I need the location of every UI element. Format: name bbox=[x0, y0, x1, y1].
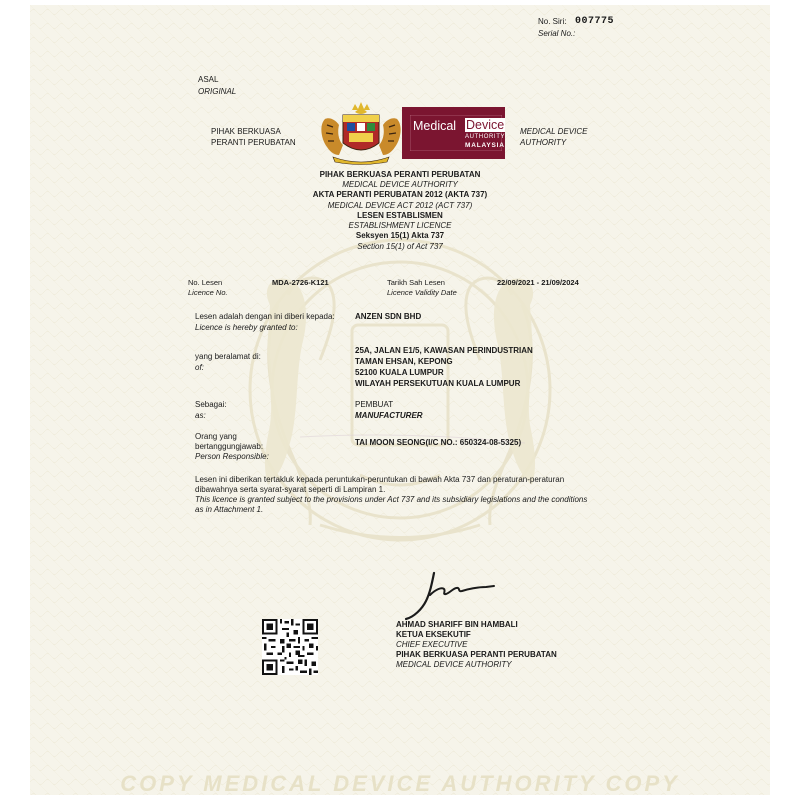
header-act-en: MEDICAL DEVICE ACT 2012 (ACT 737) bbox=[327, 201, 473, 210]
person-label-ms-1: Orang yang bbox=[195, 432, 237, 441]
header-doc-title-ms: LESEN ESTABLISMEN bbox=[357, 211, 443, 220]
mda-logo bbox=[402, 107, 505, 159]
address-line-3: 52100 KUALA LUMPUR bbox=[355, 368, 444, 377]
coat-of-arms-emblem bbox=[317, 101, 405, 167]
signature-image bbox=[402, 561, 502, 621]
address-label-en: of: bbox=[195, 363, 204, 372]
role-value-ms: PEMBUAT bbox=[355, 400, 394, 409]
address-line-1: 25A, JALAN E1/5, KAWASAN PERINDUSTRIAN bbox=[355, 346, 533, 355]
serial-label-en: Serial No.: bbox=[538, 29, 576, 38]
licence-no-label-en: Licence No. bbox=[188, 288, 228, 297]
signatory-title-en: CHIEF EXECUTIVE bbox=[396, 640, 468, 649]
logo-device-text: Device bbox=[466, 118, 505, 132]
logo-authority-text: AUTHORITY bbox=[465, 134, 506, 140]
validity-value: 22/09/2021 - 21/09/2024 bbox=[497, 278, 579, 287]
licence-no-label-ms: No. Lesen bbox=[188, 278, 223, 287]
authority-left-line2: PERANTI PERUBATAN bbox=[211, 138, 296, 147]
validity-label-en: Licence Validity Date bbox=[387, 288, 457, 297]
signatory-name: AHMAD SHARIFF BIN HAMBALI bbox=[396, 620, 518, 629]
conditions-ms-line1: Lesen ini diberikan tertakluk kepada peruntukan-peruntukan di bawah Akta 737 dan peraturan-peraturan bbox=[195, 475, 565, 484]
watermark-footer-text: COPY MEDICAL DEVICE AUTHORITY COPY bbox=[120, 771, 680, 795]
conditions-en-line1: This licence is granted subject to the provisions under Act 737 and its subsidiary legislations and the conditions bbox=[195, 495, 588, 504]
person-responsible-value: TAI MOON SEONG(I/C NO.: 650324-08-5325) bbox=[355, 438, 522, 447]
role-label-ms: Sebagai: bbox=[195, 400, 227, 409]
copy-label-en: ORIGINAL bbox=[198, 87, 237, 96]
serial-number: 007775 bbox=[575, 16, 615, 27]
header-section-ms: Seksyen 15(1) Akta 737 bbox=[355, 231, 445, 240]
authority-right-line1: MEDICAL DEVICE bbox=[520, 127, 588, 136]
header-section-en: Section 15(1) of Act 737 bbox=[357, 242, 443, 251]
header-doc-title-en: ESTABLISHMENT LICENCE bbox=[348, 221, 452, 230]
signatory-title-ms: KETUA EKSEKUTIF bbox=[396, 630, 471, 639]
header-org-ms: PIHAK BERKUASA PERANTI PERUBATAN bbox=[319, 170, 481, 179]
authority-left-line1: PIHAK BERKUASA bbox=[211, 127, 281, 136]
granted-label-ms: Lesen adalah dengan ini diberi kepada: bbox=[195, 312, 335, 321]
address-label-ms: yang beralamat di: bbox=[195, 352, 261, 361]
signatory-org-en: MEDICAL DEVICE AUTHORITY bbox=[396, 660, 512, 669]
authority-right-line2: AUTHORITY bbox=[520, 138, 567, 147]
licence-certificate bbox=[30, 5, 770, 795]
validity-label-ms: Tarikh Sah Lesen bbox=[387, 278, 445, 287]
header-org-en: MEDICAL DEVICE AUTHORITY bbox=[342, 180, 458, 189]
signatory-org-ms: PIHAK BERKUASA PERANTI PERUBATAN bbox=[396, 650, 557, 659]
person-label-ms-2: bertanggungjawab: bbox=[195, 442, 264, 451]
role-label-en: as: bbox=[195, 411, 206, 420]
logo-medical-text: Medical bbox=[413, 119, 457, 133]
granted-label-en: Licence is hereby granted to: bbox=[195, 323, 298, 332]
qr-code bbox=[262, 619, 318, 675]
person-label-en: Person Responsible: bbox=[195, 452, 269, 461]
role-value-en: MANUFACTURER bbox=[355, 411, 423, 420]
licensee-name: ANZEN SDN BHD bbox=[355, 312, 422, 321]
serial-label-ms: No. Siri: bbox=[538, 17, 567, 26]
address-line-4: WILAYAH PERSEKUTUAN KUALA LUMPUR bbox=[355, 379, 521, 388]
licence-no-value: MDA-2726-K121 bbox=[272, 278, 329, 287]
copy-label-ms: ASAL bbox=[198, 75, 219, 84]
address-line-2: TAMAN EHSAN, KEPONG bbox=[355, 357, 453, 366]
header-act-ms: AKTA PERANTI PERUBATAN 2012 (AKTA 737) bbox=[312, 190, 488, 199]
conditions-ms-line2: dibawahnya serta syarat-syarat seperti di Lampiran 1. bbox=[195, 485, 386, 494]
logo-country-text: MALAYSIA bbox=[465, 142, 505, 149]
conditions-en-line2: as in Attachment 1. bbox=[195, 505, 264, 514]
